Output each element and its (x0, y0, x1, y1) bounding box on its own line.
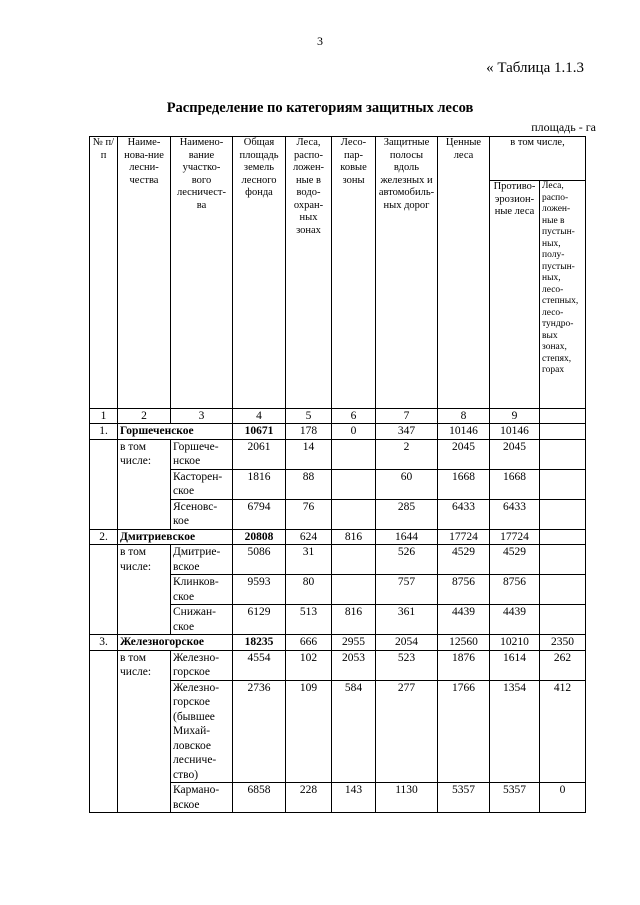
value-cell: 1644 (376, 529, 438, 545)
value-cell: 0 (332, 424, 376, 440)
value-cell (332, 469, 376, 499)
sub-name-cell: Кармано-вское (171, 783, 233, 813)
value-cell: 5357 (490, 783, 540, 813)
value-cell: 262 (540, 650, 586, 680)
header-cell: Наимено-вание участко-вого лесничест-ва (171, 137, 233, 409)
value-cell (332, 439, 376, 469)
group-name-cell: Железногорское (118, 635, 233, 651)
value-cell: 17724 (438, 529, 490, 545)
sub-name-cell: Ясеновс-кое (171, 499, 233, 529)
value-cell: 412 (540, 680, 586, 783)
value-cell: 8756 (438, 575, 490, 605)
value-cell: 0 (540, 783, 586, 813)
empty-cell (90, 545, 118, 635)
value-cell: 60 (376, 469, 438, 499)
value-cell: 2 (376, 439, 438, 469)
including-label: в том числе: (118, 439, 171, 529)
group-row (90, 424, 586, 440)
table-reference: « Таблица 1.1.3 (486, 60, 584, 76)
group-number-cell: 1. (90, 424, 118, 440)
value-cell: 4439 (490, 605, 540, 635)
value-cell: 5357 (438, 783, 490, 813)
table-title: Распределение по категориям защитных лесов (166, 100, 474, 116)
header-cell: Ценные леса (438, 137, 490, 409)
value-cell: 584 (332, 680, 376, 783)
value-cell: 1668 (490, 469, 540, 499)
value-cell: 277 (376, 680, 438, 783)
value-cell: 1130 (376, 783, 438, 813)
value-cell: 228 (286, 783, 332, 813)
value-cell (332, 545, 376, 575)
sub-name-cell: Дмитрие-вское (171, 545, 233, 575)
header-cell: Леса, распо-ложен-ные в пустын-ных, полу-пустын-ных, лесо-степных, лесо-тундро-вых зонах, степях, горах (540, 181, 586, 409)
value-cell: 88 (286, 469, 332, 499)
sub-name-cell: Железно-горское (171, 650, 233, 680)
group-name-cell: Горшеченское (118, 424, 233, 440)
column-number-row (90, 409, 586, 424)
empty-cell (90, 439, 118, 529)
value-cell: 109 (286, 680, 332, 783)
value-cell: 10146 (490, 424, 540, 440)
group-name-cell: Дмитриевское (118, 529, 233, 545)
header-cell: Леса, распо-ложен-ные в водо-охран-ных зонах (286, 137, 332, 409)
sub-name-cell: Касторен-ское (171, 469, 233, 499)
value-cell: 143 (332, 783, 376, 813)
value-cell: 9593 (233, 575, 286, 605)
value-cell: 10210 (490, 635, 540, 651)
column-number-cell: 1 (90, 409, 118, 424)
header-cell: Лесо-пар-ковые зоны (332, 137, 376, 409)
value-cell: 666 (286, 635, 332, 651)
value-cell: 178 (286, 424, 332, 440)
value-cell (540, 499, 586, 529)
value-cell (540, 605, 586, 635)
value-cell: 20808 (233, 529, 286, 545)
including-label: в том числе: (118, 545, 171, 635)
sub-row (90, 545, 586, 575)
value-cell: 757 (376, 575, 438, 605)
value-cell: 816 (332, 529, 376, 545)
value-cell: 5086 (233, 545, 286, 575)
page-number: 3 (317, 34, 323, 48)
value-cell: 2061 (233, 439, 286, 469)
column-number-cell: 9 (490, 409, 540, 424)
value-cell (540, 575, 586, 605)
value-cell: 2736 (233, 680, 286, 783)
value-cell: 8756 (490, 575, 540, 605)
value-cell: 10146 (438, 424, 490, 440)
value-cell (540, 529, 586, 545)
column-number-cell (540, 409, 586, 424)
value-cell: 31 (286, 545, 332, 575)
sub-row (90, 439, 586, 469)
value-cell (540, 469, 586, 499)
empty-cell (90, 650, 118, 813)
header-cell: Противо-эрозион-ные леса (490, 181, 540, 409)
value-cell: 816 (332, 605, 376, 635)
value-cell: 526 (376, 545, 438, 575)
header-cell: Защитные полосы вдоль железных и автомобиль-ных дорог (376, 137, 438, 409)
value-cell: 6858 (233, 783, 286, 813)
column-number-cell: 7 (376, 409, 438, 424)
value-cell: 2045 (438, 439, 490, 469)
value-cell: 513 (286, 605, 332, 635)
value-cell: 347 (376, 424, 438, 440)
value-cell (540, 424, 586, 440)
group-row (90, 635, 586, 651)
value-cell: 14 (286, 439, 332, 469)
header-row-top (90, 137, 586, 181)
sub-row (90, 650, 586, 680)
group-number-cell: 3. (90, 635, 118, 651)
value-cell: 1876 (438, 650, 490, 680)
group-row (90, 529, 586, 545)
group-number-cell: 2. (90, 529, 118, 545)
value-cell (332, 499, 376, 529)
value-cell: 2955 (332, 635, 376, 651)
sub-name-cell: Горшече-нское (171, 439, 233, 469)
value-cell: 1354 (490, 680, 540, 783)
including-label: в том числе: (118, 650, 171, 813)
value-cell: 624 (286, 529, 332, 545)
sub-name-cell: Клинков-ское (171, 575, 233, 605)
value-cell: 1766 (438, 680, 490, 783)
sub-name-cell: Снижан-ское (171, 605, 233, 635)
column-number-cell: 4 (233, 409, 286, 424)
value-cell: 1816 (233, 469, 286, 499)
value-cell: 1614 (490, 650, 540, 680)
column-number-cell: 5 (286, 409, 332, 424)
column-number-cell: 6 (332, 409, 376, 424)
value-cell: 1668 (438, 469, 490, 499)
value-cell: 6129 (233, 605, 286, 635)
value-cell (540, 439, 586, 469)
header-cell: Наиме-нова-ние лесни-чества (118, 137, 171, 409)
value-cell: 76 (286, 499, 332, 529)
value-cell: 18235 (233, 635, 286, 651)
value-cell: 2350 (540, 635, 586, 651)
header-cell: в том числе, (490, 137, 586, 181)
value-cell: 6433 (438, 499, 490, 529)
value-cell (332, 575, 376, 605)
column-number-cell: 8 (438, 409, 490, 424)
value-cell: 6794 (233, 499, 286, 529)
header-cell: Общая площадь земель лесного фонда (233, 137, 286, 409)
value-cell: 2053 (332, 650, 376, 680)
column-number-cell: 2 (118, 409, 171, 424)
value-cell: 2054 (376, 635, 438, 651)
value-cell: 4439 (438, 605, 490, 635)
value-cell: 361 (376, 605, 438, 635)
units-label: площадь - га (531, 120, 596, 134)
value-cell: 523 (376, 650, 438, 680)
forest-table (89, 136, 586, 813)
value-cell (540, 545, 586, 575)
value-cell: 4554 (233, 650, 286, 680)
value-cell: 6433 (490, 499, 540, 529)
value-cell: 4529 (490, 545, 540, 575)
value-cell: 2045 (490, 439, 540, 469)
value-cell: 17724 (490, 529, 540, 545)
header-cell: № п/п (90, 137, 118, 409)
column-number-cell: 3 (171, 409, 233, 424)
value-cell: 12560 (438, 635, 490, 651)
value-cell: 285 (376, 499, 438, 529)
sub-name-cell: Железно-горское (бывшее Михай-ловское лесниче-ство) (171, 680, 233, 783)
value-cell: 102 (286, 650, 332, 680)
value-cell: 4529 (438, 545, 490, 575)
value-cell: 80 (286, 575, 332, 605)
value-cell: 10671 (233, 424, 286, 440)
